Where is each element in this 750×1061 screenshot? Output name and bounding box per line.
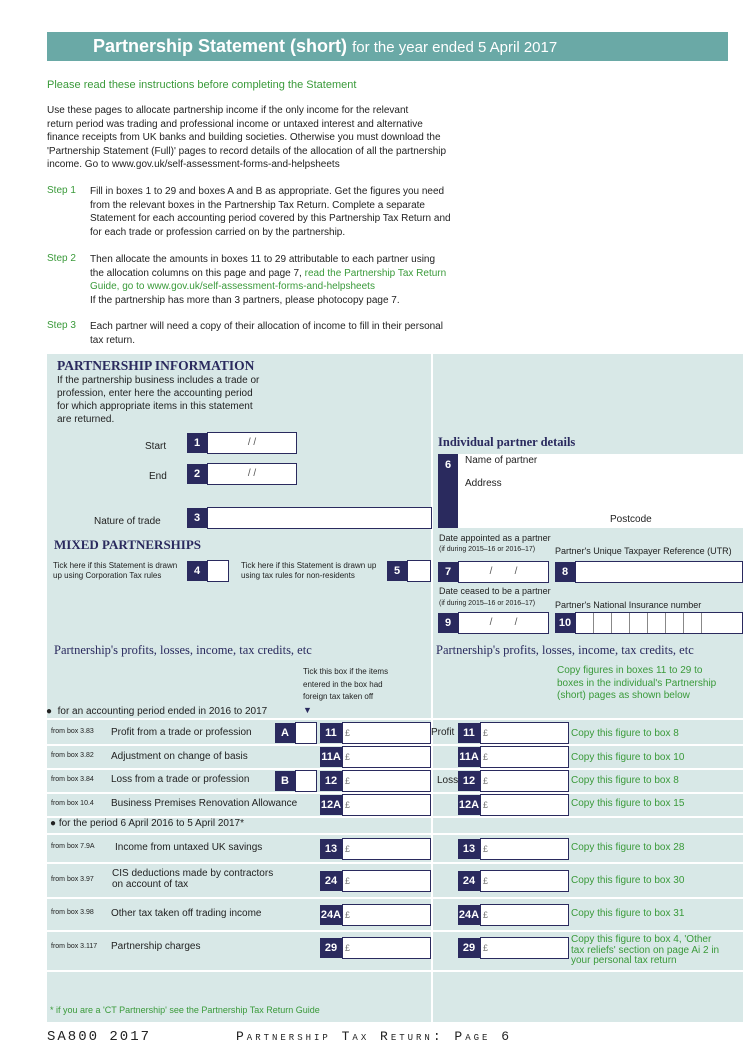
step-line: Fill in boxes 1 to 29 and boxes A and B as appropriate. Get the figures you need — [90, 186, 445, 197]
row-separator — [47, 718, 743, 720]
row-29-copy-line: tax reliefs' section on page Ai 2 in — [571, 944, 720, 956]
utr-field[interactable] — [575, 561, 743, 583]
partner-name-label: Name of partner — [465, 455, 538, 466]
pound-sign: £ — [483, 728, 489, 738]
partner-box-11-number: 11 — [458, 723, 480, 743]
row-separator — [47, 833, 743, 835]
partner-box-24-number: 24 — [458, 871, 480, 891]
title-subtitle: for the year ended 5 April 2017 — [352, 39, 558, 56]
profit-label: Profit — [431, 727, 455, 738]
box-13-field[interactable] — [342, 838, 431, 860]
step-1-label: Step 1 — [47, 185, 76, 196]
box-4-line: Tick here if this Statement is drawn — [53, 561, 178, 570]
box-13-number: 13 — [320, 839, 342, 859]
row-separator — [47, 970, 743, 972]
partner-box-11-field[interactable] — [480, 722, 569, 744]
end-date-field[interactable]: / / — [207, 463, 297, 485]
row-24a-desc: Other tax taken off trading income — [111, 908, 262, 919]
nature-of-trade-field[interactable] — [207, 507, 432, 529]
nature-of-trade-label: Nature of trade — [94, 516, 161, 527]
period-2-heading: ● for the period 6 April 2016 to 5 April 2017* — [50, 818, 244, 829]
start-label: Start — [145, 441, 167, 452]
step-line: tax return. — [90, 334, 136, 346]
partner-box-12a-number: 12A — [458, 795, 480, 815]
row-29-copy-line: your personal tax return — [571, 955, 677, 966]
period-1-text: for an accounting period ended in 2016 to 2017 — [57, 706, 268, 717]
row-29-copy — [571, 935, 719, 967]
step-line: If the partnership has more than 3 partners, please photocopy page 7. — [90, 294, 400, 306]
partner-box-24a-number: 24A — [458, 905, 480, 925]
partner-box-29-number: 29 — [458, 938, 480, 958]
row-12-copy: Copy this figure to box 8 — [571, 775, 679, 786]
copy-note-line: Copy figures in boxes 11 to 29 to — [557, 665, 703, 676]
row-11-copy: Copy this figure to box 8 — [571, 728, 679, 739]
pound-sign: £ — [345, 776, 351, 786]
box-11-field[interactable] — [342, 722, 431, 744]
copy-note — [557, 665, 716, 703]
box-b-checkbox[interactable] — [295, 770, 317, 792]
row-13-desc: Income from untaxed UK savings — [115, 842, 263, 853]
row-11-desc: Profit from a trade or profession — [111, 727, 252, 738]
row-24a-copy: Copy this figure to box 31 — [571, 908, 685, 919]
pound-sign: £ — [483, 876, 489, 886]
box-10-number: 10 — [555, 613, 575, 633]
loss-label: Loss — [437, 775, 459, 786]
box-6-number: 6 — [438, 454, 458, 528]
nino-field[interactable] — [575, 612, 743, 634]
row-separator — [47, 930, 743, 932]
box-5-line: Tick here if this Statement is drawn up — [241, 561, 377, 570]
intro-line: finance receipts from UK banks and building societies. Otherwise you must download the — [47, 132, 441, 143]
partner-box-24-field[interactable] — [480, 870, 569, 892]
copy-note-line: (short) pages as shown below — [557, 690, 690, 701]
box-8-number: 8 — [555, 562, 575, 582]
pound-sign: £ — [345, 910, 351, 920]
pound-sign: £ — [483, 800, 489, 810]
box-4-line: up using Corporation Tax rules — [53, 571, 162, 580]
partner-box-12-number: 12 — [458, 771, 480, 791]
row-separator — [47, 897, 743, 899]
pound-sign: £ — [345, 943, 351, 953]
info-line: If the partnership business includes a trade or — [57, 375, 260, 386]
pound-sign: £ — [345, 876, 351, 886]
partnership-info-text — [57, 374, 259, 426]
box-24-number: 24 — [320, 871, 342, 891]
ceased-note: (if during 2015–16 or 2016–17) — [439, 600, 536, 607]
step-line: Then allocate the amounts in boxes 11 to 29 attributable to each partner using — [90, 254, 436, 265]
row-separator — [47, 862, 743, 864]
box-5-text — [241, 561, 376, 581]
info-line: profession, enter here the accounting period — [57, 388, 253, 399]
pound-sign: £ — [483, 910, 489, 920]
page-title — [93, 36, 557, 57]
intro-line: Use these pages to allocate partnership income if the only income for the relevant — [47, 105, 409, 116]
box-24a-number: 24A — [320, 905, 342, 925]
box-b-number: B — [275, 771, 295, 791]
box-2-number: 2 — [187, 464, 207, 484]
row-24-copy: Copy this figure to box 30 — [571, 875, 685, 886]
step-3-label: Step 3 — [47, 320, 76, 331]
row-29-copy-line: Copy this figure to box 4, 'Other — [571, 934, 712, 945]
partner-box-11a-field[interactable] — [480, 746, 569, 768]
row-29-source: from box 3.117 — [51, 943, 98, 950]
box-29-number: 29 — [320, 938, 342, 958]
guide-link-url[interactable]: Guide, go to www.gov.uk/self-assessment-forms-and-helpsheets — [90, 281, 375, 292]
box-5-line: using tax rules for non-residents — [241, 571, 355, 580]
postcode-label: Postcode — [610, 514, 652, 525]
period-1-heading: ● for an accounting period ended in 2016 to 2017 — [46, 706, 268, 717]
info-line: for which appropriate items in this statement — [57, 401, 253, 412]
period-2-text: for the period 6 April 2016 to 5 April 2017* — [58, 818, 244, 829]
box-a-number: A — [275, 723, 295, 743]
tick-note-line: foreign tax taken off — [303, 692, 374, 701]
box-12a-field[interactable] — [342, 794, 431, 816]
row-11a-copy: Copy this figure to box 10 — [571, 752, 685, 763]
row-24-source: from box 3.97 — [51, 876, 94, 883]
partner-box-29-field[interactable] — [480, 937, 569, 959]
page-footer: Partnership Tax Return: Page 6 — [236, 1029, 513, 1044]
start-date-field[interactable]: / / — [207, 432, 297, 454]
step-line: Each partner will need a copy of their allocation of income to fill in their personal — [90, 321, 443, 332]
step-2-text — [90, 253, 446, 307]
row-13-source: from box 7.9A — [51, 843, 95, 850]
pound-sign: £ — [345, 844, 351, 854]
guide-link[interactable]: read the Partnership Tax Return — [304, 267, 447, 279]
info-line: are returned. — [57, 414, 115, 425]
row-29-desc: Partnership charges — [111, 941, 201, 952]
appointed-date-field[interactable]: / / — [458, 561, 549, 583]
tick-note-line: entered in the box had — [303, 679, 383, 689]
box-4-text — [53, 561, 177, 581]
box-12-number: 12 — [320, 771, 342, 791]
row-11a-desc: Adjustment on change of basis — [111, 751, 248, 762]
box-4-number: 4 — [187, 561, 207, 581]
copy-note-line: boxes in the individual's Partnership — [557, 677, 717, 689]
box-5-number: 5 — [387, 561, 407, 581]
box-12a-number: 12A — [320, 795, 342, 815]
intro-line: return period was trading and professional income or untaxed interest and alternative — [47, 118, 423, 130]
partner-box-13-field[interactable] — [480, 838, 569, 860]
box-24-field[interactable] — [342, 870, 431, 892]
step-line-part: the allocation columns on this page and page 7, — [90, 267, 302, 279]
partner-box-12a-field[interactable] — [480, 794, 569, 816]
partner-box-24a-field[interactable] — [480, 904, 569, 926]
row-24-desc-line: on account of tax — [112, 879, 189, 890]
row-24a-source: from box 3.98 — [51, 909, 94, 916]
box-11a-number: 11A — [320, 747, 342, 767]
pound-sign: £ — [345, 728, 351, 738]
pound-sign: £ — [345, 800, 351, 810]
step-line: Statement for each accounting period covered by this Partnership Tax Return and — [90, 213, 451, 224]
form-code: SA800 2017 — [47, 1029, 152, 1045]
step-line: from the relevant boxes in the Partnership Tax Return. Complete a separate — [90, 199, 425, 211]
appointed-label: Date appointed as a partner — [439, 533, 551, 543]
title-text: Partnership Statement (short) — [93, 36, 348, 56]
tick-note — [303, 666, 388, 704]
box-29-field[interactable] — [342, 937, 431, 959]
ct-rules-checkbox[interactable] — [207, 560, 229, 582]
intro-line: income. Go to www.gov.uk/self-assessment-forms-and-helpsheets — [47, 159, 340, 170]
box-a-checkbox[interactable] — [295, 722, 317, 744]
row-11a-source: from box 3.82 — [51, 752, 94, 759]
right-profits-heading: Partnership's profits, losses, income, tax credits, etc — [436, 643, 694, 657]
mixed-partnerships-heading: MIXED PARTNERSHIPS — [54, 537, 202, 552]
partnership-info-heading: PARTNERSHIP INFORMATION — [57, 358, 255, 373]
partner-box-11a-number: 11A — [458, 747, 480, 767]
row-12-desc: Loss from a trade or profession — [111, 774, 250, 785]
address-label: Address — [465, 478, 502, 489]
step-2-label: Step 2 — [47, 253, 76, 264]
intro-text — [47, 104, 497, 172]
pound-sign: £ — [483, 776, 489, 786]
ceased-label: Date ceased to be a partner — [439, 586, 551, 596]
row-12a-source: from box 10.4 — [51, 800, 94, 807]
box-24a-field[interactable] — [342, 904, 431, 926]
box-11-number: 11 — [320, 723, 342, 743]
row-24-desc — [112, 868, 273, 890]
box-12-field[interactable] — [342, 770, 431, 792]
box-7-number: 7 — [438, 562, 458, 582]
tick-note-line: Tick this box if the items — [303, 667, 389, 676]
partner-box-13-number: 13 — [458, 839, 480, 859]
utr-label: Partner's Unique Taxpayer Reference (UTR) — [555, 546, 732, 556]
step-3-text — [90, 320, 443, 347]
box-11a-field[interactable] — [342, 746, 431, 768]
footnote: * if you are a 'CT Partnership' see the Partnership Tax Return Guide — [50, 1005, 320, 1015]
end-label: End — [149, 471, 167, 482]
pound-sign: £ — [483, 844, 489, 854]
step-line: for each trade or profession carried on by the partnership. — [90, 226, 346, 238]
box-3-number: 3 — [187, 508, 207, 528]
row-12-source: from box 3.84 — [51, 776, 94, 783]
pound-sign: £ — [483, 752, 489, 762]
instructions-heading: Please read these instructions before completing the Statement — [47, 79, 357, 91]
intro-line: 'Partnership Statement (Full)' pages to record details of the allocation of all the partnership — [47, 145, 447, 157]
step-line — [90, 267, 446, 281]
row-11-source: from box 3.83 — [51, 728, 94, 735]
appointed-note: (if during 2015–16 or 2016–17) — [439, 546, 536, 553]
left-profits-heading: Partnership's profits, losses, income, tax credits, etc — [54, 643, 312, 657]
row-13-copy: Copy this figure to box 28 — [571, 842, 685, 853]
row-12a-desc: Business Premises Renovation Allowance — [111, 798, 298, 809]
pound-sign: £ — [345, 752, 351, 762]
down-arrow-icon: ▼ — [303, 705, 312, 715]
box-1-number: 1 — [187, 433, 207, 453]
row-24-desc-line: CIS deductions made by contractors — [112, 868, 274, 879]
step-1-text — [90, 185, 451, 239]
pound-sign: £ — [483, 943, 489, 953]
row-12a-copy: Copy this figure to box 15 — [571, 798, 685, 809]
partner-details-heading: Individual partner details — [438, 435, 576, 449]
ceased-date-field[interactable]: / / — [458, 612, 549, 634]
partner-box-12-field[interactable] — [480, 770, 569, 792]
box-9-number: 9 — [438, 613, 458, 633]
nino-label: Partner's National Insurance number — [555, 600, 702, 610]
non-resident-checkbox[interactable] — [407, 560, 431, 582]
